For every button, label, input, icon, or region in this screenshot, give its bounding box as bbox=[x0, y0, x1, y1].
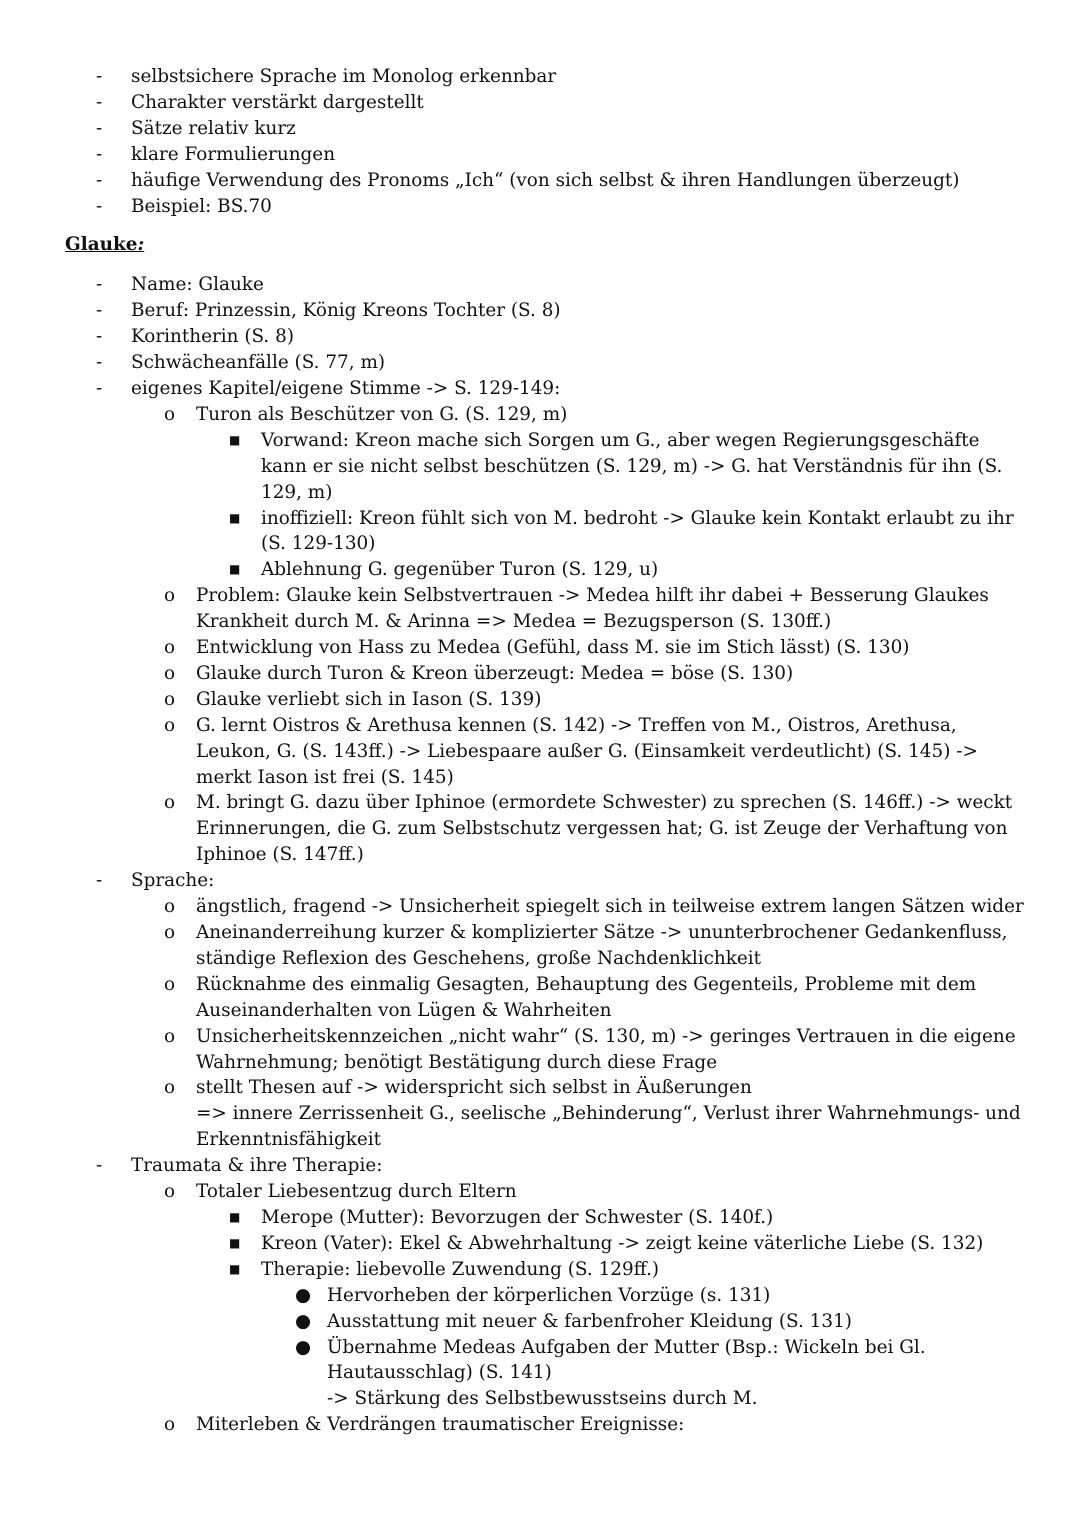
circle-bullet: o bbox=[164, 922, 176, 943]
list-item-text: Rücknahme des einmalig Gesagten, Behauptung des Gegenteils, Probleme mit dem bbox=[196, 973, 977, 995]
list-item bbox=[0, 1231, 1080, 1257]
list-item-continuation bbox=[0, 816, 1080, 842]
circle-bullet: o bbox=[164, 637, 176, 659]
list-item-text: Sätze relativ kurz bbox=[131, 117, 296, 139]
circle-bullet: o bbox=[164, 714, 176, 736]
square-bullet: ■ bbox=[229, 1261, 241, 1276]
list-item-continuation bbox=[0, 1127, 1080, 1153]
dash-bullet: - bbox=[96, 352, 103, 374]
list-item bbox=[0, 1335, 1080, 1361]
square-bullet: ■ bbox=[229, 562, 241, 577]
list-item-continuation bbox=[0, 609, 1080, 635]
list-item-text: Beispiel: BS.70 bbox=[131, 195, 272, 217]
list-item bbox=[0, 1205, 1080, 1231]
circle-bullet: o bbox=[164, 585, 176, 607]
list-item-continuation bbox=[0, 1101, 1080, 1127]
list-item bbox=[0, 64, 1080, 90]
dash-bullet: - bbox=[96, 117, 103, 139]
list-item-text: Glauke durch Turon & Kreon überzeugt: Medea = böse (S. 130) bbox=[196, 662, 794, 684]
dash-bullet: - bbox=[96, 169, 103, 191]
square-bullet: ■ bbox=[229, 1209, 241, 1224]
list-item bbox=[0, 142, 1080, 168]
list-item bbox=[0, 324, 1080, 350]
list-item-continuation bbox=[0, 454, 1080, 480]
list-item-text: 129, m) bbox=[261, 481, 333, 503]
list-item bbox=[0, 1283, 1080, 1309]
list-item-text: Charakter verstärkt dargestellt bbox=[131, 91, 424, 113]
list-item-text: Hervorheben der körperlichen Vorzüge (s. 131) bbox=[327, 1284, 771, 1306]
list-item-continuation bbox=[0, 842, 1080, 868]
circle-bullet: o bbox=[164, 688, 176, 710]
list-item bbox=[0, 298, 1080, 324]
list-item bbox=[0, 402, 1080, 428]
circle-bullet: o bbox=[164, 792, 176, 814]
list-item bbox=[0, 506, 1080, 532]
list-item bbox=[0, 168, 1080, 194]
list-item-text: Erinnerungen, die G. zum Selbstschutz vergessen hat; G. ist Zeuge der Verhaftung von bbox=[196, 818, 1008, 840]
square-bullet: ■ bbox=[229, 1235, 241, 1250]
list-item-text: Iphinoe (S. 147ff.) bbox=[196, 844, 364, 866]
list-item-text: Ablehnung G. gegenüber Turon (S. 129, u) bbox=[261, 559, 659, 581]
circle-bullet: o bbox=[164, 1025, 176, 1047]
circle-bullet: o bbox=[164, 1181, 176, 1203]
list-item bbox=[0, 1153, 1080, 1179]
dash-bullet: - bbox=[96, 66, 103, 87]
dot-bullet: ● bbox=[295, 1284, 312, 1306]
list-item bbox=[0, 972, 1080, 998]
list-item bbox=[0, 376, 1080, 402]
list-item-text: -> Stärkung des Selbstbewusstseins durch M. bbox=[327, 1388, 758, 1410]
list-item-text: häufige Verwendung des Pronoms „Ich“ (von sich selbst & ihren Handlungen überzeugt) bbox=[131, 169, 960, 191]
list-item-text: Totaler Liebesentzug durch Eltern bbox=[196, 1181, 517, 1203]
list-item-text: Entwicklung von Hass zu Medea (Gefühl, dass M. sie im Stich lässt) (S. 130) bbox=[196, 637, 910, 659]
list-item bbox=[0, 713, 1080, 739]
list-item-text: selbstsichere Sprache im Monolog erkennbar bbox=[131, 66, 557, 87]
list-item-continuation bbox=[0, 765, 1080, 791]
list-item-text: Vorwand: Kreon mache sich Sorgen um G., aber wegen Regierungsgeschäfte bbox=[261, 429, 980, 451]
list-item-text: Übernahme Medeas Aufgaben der Mutter (Bsp.: Wickeln bei Gl. bbox=[327, 1336, 926, 1358]
list-item bbox=[0, 583, 1080, 609]
list-item-text: G. lernt Oistros & Arethusa kennen (S. 142) -> Treffen von M., Oistros, Arethusa, bbox=[196, 714, 957, 736]
square-bullet: ■ bbox=[229, 432, 241, 447]
circle-bullet: o bbox=[164, 1077, 176, 1099]
dash-bullet: - bbox=[96, 300, 103, 322]
list-item bbox=[0, 1179, 1080, 1205]
list-item bbox=[0, 1075, 1080, 1101]
section-title: Glauke bbox=[65, 234, 138, 256]
dash-bullet: - bbox=[96, 326, 103, 348]
dash-bullet: - bbox=[96, 274, 103, 296]
list-item-continuation bbox=[0, 531, 1080, 557]
list-item-text: Kreon (Vater): Ekel & Abwehrhaltung -> zeigt keine väterliche Liebe (S. 132) bbox=[261, 1232, 984, 1254]
list-item bbox=[0, 1309, 1080, 1335]
circle-bullet: o bbox=[164, 662, 176, 684]
dash-bullet: - bbox=[96, 1155, 103, 1177]
list-item-text: Hautausschlag) (S. 141) bbox=[327, 1362, 552, 1384]
list-item-text: Korintherin (S. 8) bbox=[131, 326, 295, 348]
list-item bbox=[0, 557, 1080, 583]
list-item-text: Miterleben & Verdrängen traumatischer Ereignisse: bbox=[196, 1414, 685, 1436]
list-item-text: Ausstattung mit neuer & farbenfroher Kleidung (S. 131) bbox=[327, 1310, 852, 1332]
dash-bullet: - bbox=[96, 195, 103, 217]
list-item bbox=[0, 1024, 1080, 1050]
list-item bbox=[0, 350, 1080, 376]
list-item bbox=[0, 1257, 1080, 1283]
list-item-text: M. bringt G. dazu über Iphinoe (ermordete Schwester) zu sprechen (S. 146ff.) -> weckt bbox=[196, 792, 1013, 814]
list-item-text: Aneinanderreihung kurzer & komplizierter Sätze -> ununterbrochener Gedankenfluss, bbox=[196, 922, 1008, 943]
dot-bullet: ● bbox=[295, 1336, 312, 1358]
circle-bullet: o bbox=[164, 896, 176, 918]
list-item-text: stellt Thesen auf -> widerspricht sich selbst in Äußerungen bbox=[196, 1077, 752, 1099]
list-item-continuation bbox=[0, 1386, 1080, 1412]
list-item-text: Problem: Glauke kein Selbstvertrauen -> Medea hilft ihr dabei + Besserung Glaukes bbox=[196, 585, 989, 607]
dash-bullet: - bbox=[96, 143, 103, 165]
list-item-text: klare Formulierungen bbox=[131, 143, 336, 165]
list-item bbox=[0, 661, 1080, 687]
list-item-continuation bbox=[0, 1050, 1080, 1076]
list-item-text: ängstlich, fragend -> Unsicherheit spiegelt sich in teilweise extrem langen Sätzen wider bbox=[196, 896, 1024, 918]
circle-bullet: o bbox=[164, 973, 176, 995]
dot-bullet: ● bbox=[295, 1310, 312, 1332]
list-item-text: Sprache: bbox=[131, 870, 215, 892]
list-item bbox=[0, 90, 1080, 116]
list-item bbox=[0, 194, 1080, 220]
list-item bbox=[0, 894, 1080, 920]
list-item-text: Auseinanderhalten von Lügen & Wahrheiten bbox=[196, 999, 612, 1021]
list-item-text: inoffiziell: Kreon fühlt sich von M. bedroht -> Glauke kein Kontakt erlaubt zu ihr bbox=[261, 507, 1014, 529]
list-item-continuation bbox=[0, 480, 1080, 506]
list-item-text: Erkenntnisfähigkeit bbox=[196, 1129, 382, 1151]
list-item-continuation bbox=[0, 946, 1080, 972]
dash-bullet: - bbox=[96, 91, 103, 113]
square-bullet: ■ bbox=[229, 510, 241, 525]
list-item bbox=[0, 868, 1080, 894]
list-item-text: kann er sie nicht selbst beschützen (S. 129, m) -> G. hat Verständnis für ihn (S. bbox=[261, 455, 1003, 477]
dash-bullet: - bbox=[96, 870, 103, 892]
list-item-text: Unsicherheitskennzeichen „nicht wahr“ (S. 130, m) -> geringes Vertrauen in die eigene bbox=[196, 1025, 1016, 1047]
list-item-continuation bbox=[0, 1360, 1080, 1386]
list-item bbox=[0, 272, 1080, 298]
circle-bullet: o bbox=[164, 403, 176, 425]
list-item-text: Name: Glauke bbox=[131, 274, 264, 296]
list-item-text: Turon als Beschützer von G. (S. 129, m) bbox=[196, 403, 568, 425]
list-item-text: Traumata & ihre Therapie: bbox=[131, 1155, 383, 1177]
section-colon: : bbox=[137, 234, 145, 256]
list-item-text: (S. 129-130) bbox=[261, 533, 376, 555]
list-item bbox=[0, 635, 1080, 661]
list-item bbox=[0, 116, 1080, 142]
list-item-text: Beruf: Prinzessin, König Kreons Tochter (S. 8) bbox=[131, 300, 561, 322]
list-item-continuation bbox=[0, 998, 1080, 1024]
dash-bullet: - bbox=[96, 377, 103, 399]
list-item bbox=[0, 1412, 1080, 1438]
list-item-continuation bbox=[0, 739, 1080, 765]
circle-bullet: o bbox=[164, 1414, 176, 1436]
list-item-text: eigenes Kapitel/eigene Stimme -> S. 129-149: bbox=[131, 377, 561, 399]
list-item-text: Schwächeanfälle (S. 77, m) bbox=[131, 352, 386, 374]
document-page bbox=[0, 64, 1080, 1438]
list-item bbox=[0, 428, 1080, 454]
list-item bbox=[0, 920, 1080, 946]
list-item-text: Therapie: liebevolle Zuwendung (S. 129ff.) bbox=[261, 1258, 660, 1280]
section-heading bbox=[0, 232, 1080, 258]
list-item-text: Wahrnehmung; benötigt Bestätigung durch diese Frage bbox=[196, 1051, 718, 1073]
list-item-text: ständige Reflexion des Geschehens, große Nachdenklichkeit bbox=[196, 947, 762, 969]
list-item bbox=[0, 790, 1080, 816]
list-item bbox=[0, 687, 1080, 713]
list-item-text: => innere Zerrissenheit G., seelische „Behinderung“, Verlust ihrer Wahrnehmungs- und bbox=[196, 1103, 1021, 1125]
list-item-text: Merope (Mutter): Bevorzugen der Schwester (S. 140f.) bbox=[261, 1206, 774, 1228]
list-item-text: Krankheit durch M. & Arinna => Medea = Bezugsperson (S. 130ff.) bbox=[196, 611, 832, 633]
list-item-text: Glauke verliebt sich in Iason (S. 139) bbox=[196, 688, 542, 710]
list-item-text: Leukon, G. (S. 143ff.) -> Liebespaare außer G. (Einsamkeit verdeutlicht) (S. 145) -> bbox=[196, 740, 978, 762]
list-item-text: merkt Iason ist frei (S. 145) bbox=[196, 766, 454, 788]
